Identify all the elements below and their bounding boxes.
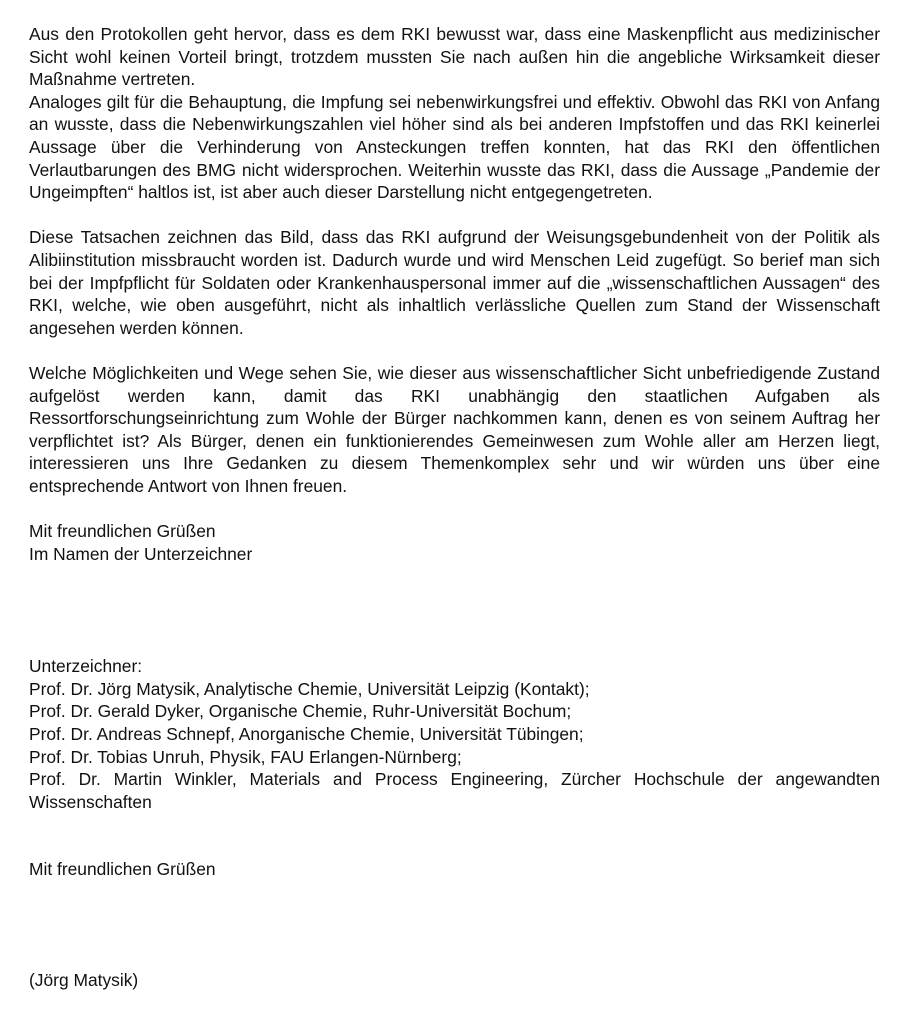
signatory-item: Prof. Dr. Jörg Matysik, Analytische Chemie, Universität Leipzig (Kontakt); [29, 678, 590, 699]
closing-greeting: Mit freundlichen Grüßen [29, 521, 216, 542]
paragraph-vaccination: Analoges gilt für die Behauptung, die Impfung sei nebenwirkungsfrei und effektiv. Obwohl das RKI von Anfang an wusste, dass die Nebenwirkungszahlen viel höher sind als bei anderen Impfstoffen und das RKI keinerlei Aussage über die Verhinderung von Ansteckungen treffen konnten, hat das RKI den öffentlichen Verlautbarungen des BMG nicht widersprochen. Weiterhin wusste das RKI, dass die Aussage „Pandemie der Ungeimpften“ haltlos ist, ist aber auch dieser Darstellung nicht entgegengetreten. [29, 91, 880, 203]
signature-space [29, 565, 880, 655]
signatory-item: Prof. Dr. Martin Winkler, Materials and Process Engineering, Zürcher Hochschule der angewandten Wissenschaften [29, 769, 880, 812]
signatory-item: Prof. Dr. Gerald Dyker, Organische Chemie, Ruhr-Universität Bochum; [29, 701, 572, 722]
signatory-item: Prof. Dr. Tobias Unruh, Physik, FAU Erlangen-Nürnberg; [29, 746, 462, 767]
paragraph-gap [29, 497, 880, 520]
signature-name: (Jörg Matysik) [29, 970, 139, 990]
paragraph-question: Welche Möglichkeiten und Wege sehen Sie, wie dieser aus wissenschaftlicher Sicht unbefriedigende Zustand aufgelöst werden kann, damit das RKI unabhängig den staatlichen Aufgaben als Ressortforschungseinrichtung zum Wohle der Bürger nachkommen kann, denen es von seinem Auftrag her verpflichtet ist? Als Bürger, denen ein funktionierendes Gemeinwesen zum Wohle aller am Herzen liegt, interessieren uns Ihre Gedanken zu diesem Themenkomplex sehr und wir würden uns über eine entsprechende Antwort von Ihnen freuen. [29, 362, 880, 496]
closing-greeting-final: Mit freundlichen Grüßen [29, 859, 216, 880]
letter-page [29, 23, 880, 992]
signature-space [29, 881, 880, 969]
signatory-item: Prof. Dr. Andreas Schnepf, Anorganische Chemie, Universität Tübingen; [29, 724, 584, 745]
paragraph-gap [29, 204, 880, 227]
section-gap [29, 813, 880, 858]
signatories-heading: Unterzeichner: [29, 656, 143, 677]
paragraph-alibi-institution: Diese Tatsachen zeichnen das Bild, dass das RKI aufgrund der Weisungsgebundenheit von der Politik als Alibiinstitution missbraucht worden ist. Dadurch wurde und wird Menschen Leid zugefügt. So berief man sich bei der Impfpflicht für Soldaten oder Krankenhauspersonal immer auf die „wissenschaftlichen Aussagen“ des RKI, welche, wie oben ausgeführt, nicht als inhaltlich verlässliche Quellen zum Stand der Wissenschaft angesehen werden können. [29, 227, 880, 338]
signatories-list [29, 678, 880, 814]
paragraph-gap [29, 339, 880, 362]
paragraph-masks: Aus den Protokollen geht hervor, dass es dem RKI bewusst war, dass eine Maskenpflicht aus medizinischer Sicht wohl keinen Vorteil bringt, trotzdem mussten Sie nach außen hin die angebliche Wirksamkeit dieser Maßnahme vertreten. [29, 24, 880, 90]
closing-on-behalf: Im Namen der Unterzeichner [29, 543, 253, 564]
